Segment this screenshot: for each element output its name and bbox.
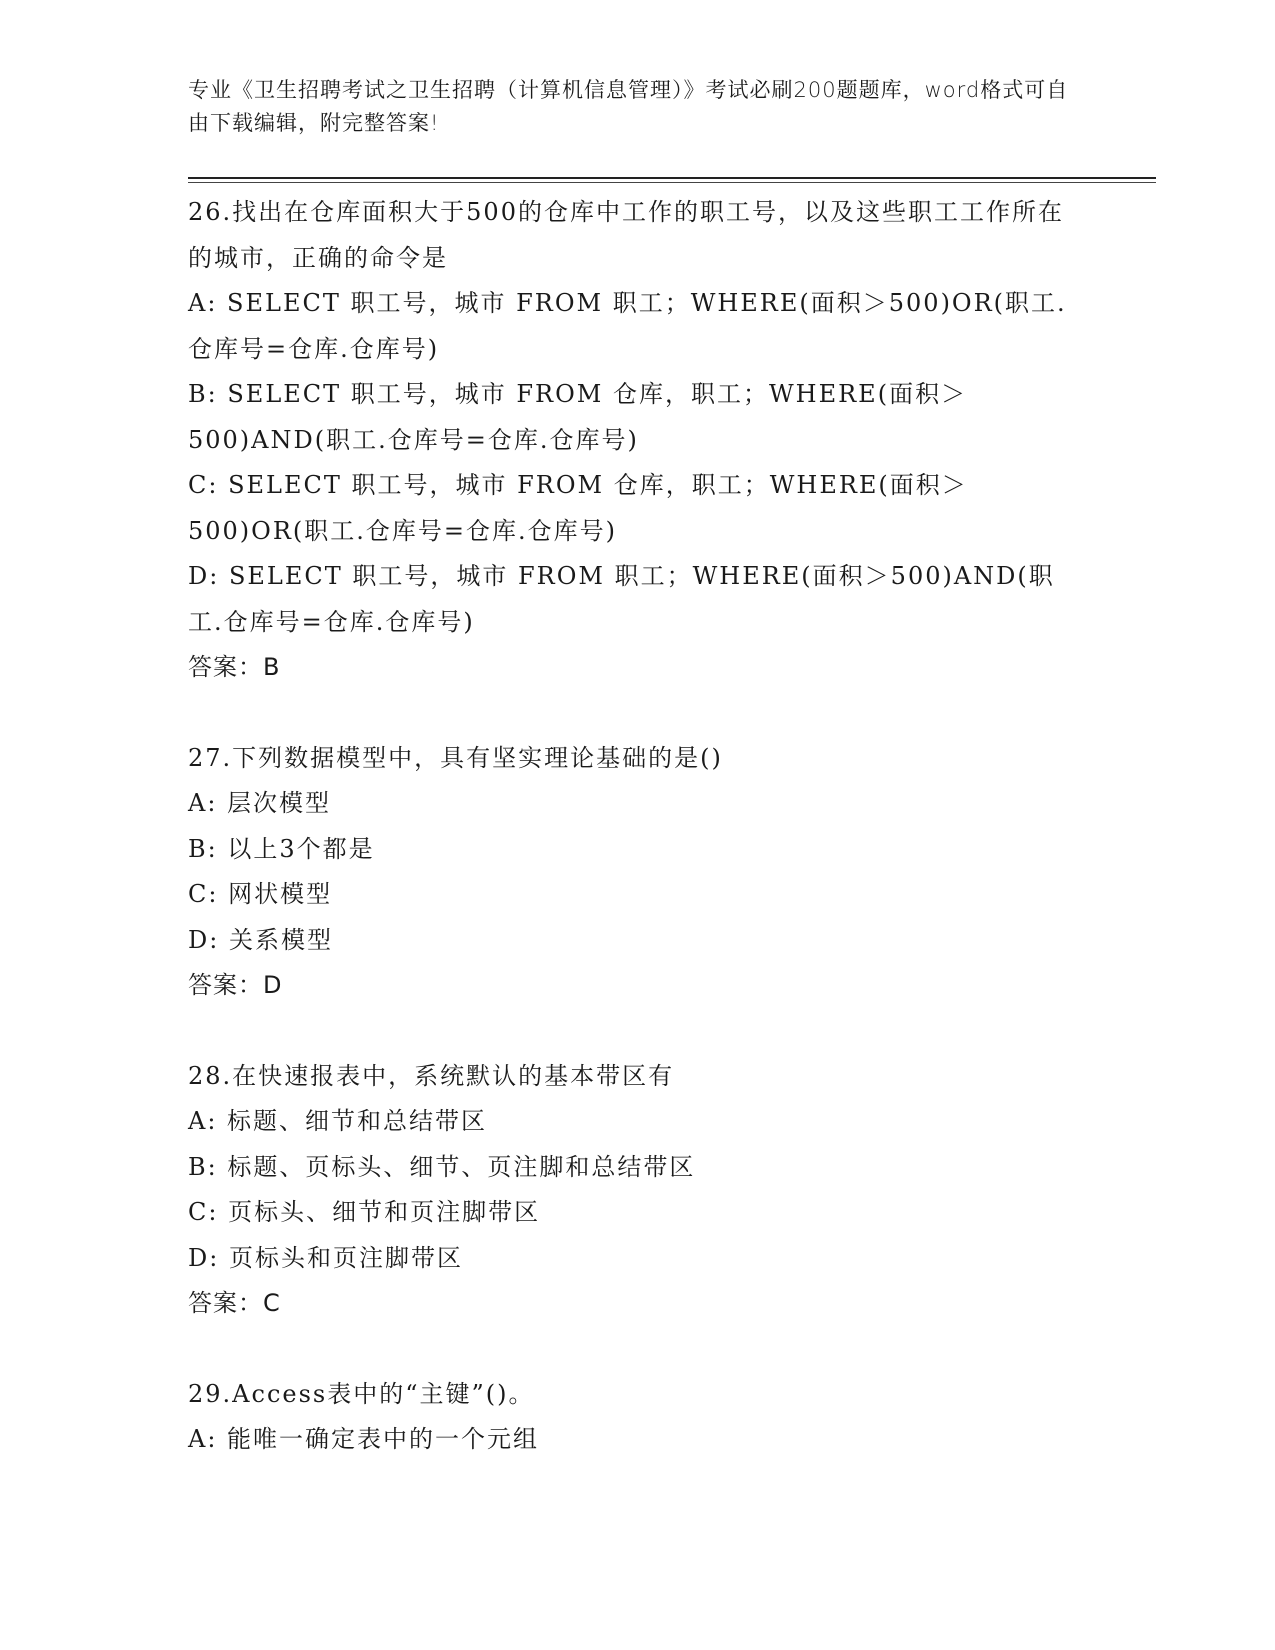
option-c: C: 页标头、细节和页注脚带区 (188, 1198, 541, 1226)
question-list (188, 190, 1088, 1463)
answer: 答案：D (188, 971, 283, 999)
question-stem: 26.找出在仓库面积大于500的仓库中工作的职工号，以及这些职工工作所在的城市，正确的命令是 (188, 198, 1064, 272)
spacer (188, 1327, 1088, 1372)
header-divider-thick (188, 177, 1156, 179)
option-b: B: SELECT 职工号，城市 FROM 仓库，职工；WHERE(面积＞500)AND(职工.仓库号=仓库.仓库号) (188, 380, 968, 454)
option-a: A: 层次模型 (188, 789, 332, 817)
question-stem: 28.在快速报表中，系统默认的基本带区有 (188, 1061, 675, 1090)
option-b: B: 以上3个都是 (188, 834, 375, 863)
option-d: D: 页标头和页注脚带区 (188, 1243, 463, 1272)
question-28 (188, 1054, 1088, 1327)
question-stem: 27.下列数据模型中，具有坚实理论基础的是() (188, 743, 723, 772)
question-stem: 29.Access表中的“主键”()。 (188, 1379, 535, 1408)
question-27 (188, 736, 1088, 1009)
option-d: D: 关系模型 (188, 925, 333, 954)
option-c: C: 网状模型 (188, 880, 333, 908)
option-d: D: SELECT 职工号，城市 FROM 职工；WHERE(面积＞500)AND(职工.仓库号=仓库.仓库号) (188, 562, 1055, 636)
option-a: A: 标题、细节和总结带区 (188, 1107, 488, 1135)
spacer (188, 1009, 1088, 1054)
answer: 答案：B (188, 653, 281, 681)
question-26 (188, 190, 1088, 691)
option-b: B: 标题、页标头、细节、页注脚和总结带区 (188, 1152, 696, 1181)
option-a: A: 能唯一确定表中的一个元组 (188, 1425, 540, 1453)
option-a: A: SELECT 职工号，城市 FROM 职工；WHERE(面积＞500)OR(职工.仓库号=仓库.仓库号) (188, 289, 1067, 363)
option-c: C: SELECT 职工号，城市 FROM 仓库，职工；WHERE(面积＞500)OR(职工.仓库号=仓库.仓库号) (188, 471, 968, 545)
answer: 答案：C (188, 1289, 281, 1317)
question-29 (188, 1372, 1088, 1463)
spacer (188, 691, 1088, 736)
header-divider-thin (188, 182, 1156, 183)
document-intro: 专业《卫生招聘考试之卫生招聘（计算机信息管理）》考试必刷200题题库，word格式可自由下载编辑，附完整答案! (188, 78, 1069, 135)
